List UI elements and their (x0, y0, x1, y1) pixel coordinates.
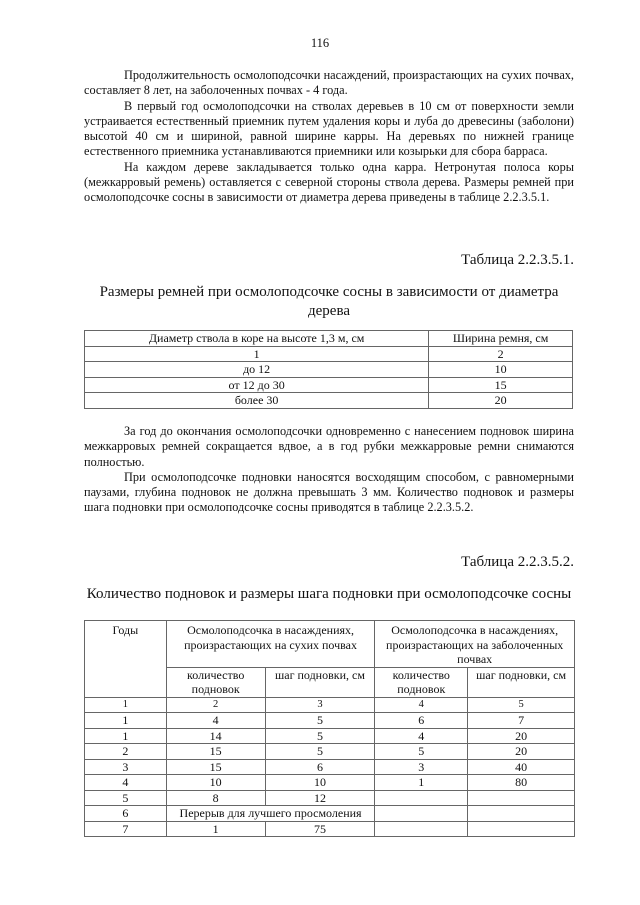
middle-text (84, 424, 574, 516)
cell: до 12 (85, 362, 429, 378)
cell: 1 (85, 346, 429, 362)
table-row (85, 821, 575, 837)
cell: 40 (468, 759, 575, 775)
cell: 12 (265, 790, 375, 806)
cell: 5 (265, 728, 375, 744)
paragraph: При осмолоподсочке подновки наносятся восходящим способом, с равномерными паузами, глубина подновок не должна превышать 3 мм. Количество подновок и размеры шага подновки при осмолоподсочке сосны приводятся в таблице 2.2.3.5.2. (84, 469, 574, 515)
header-cell-years: Годы (85, 621, 167, 698)
cell: 80 (468, 775, 575, 791)
cell (468, 806, 575, 822)
cell: 4 (375, 728, 468, 744)
table-row (85, 759, 575, 775)
table2-title: Количество подновок и размеры шага подновки при осмолоподсочке сосны (86, 586, 572, 602)
table1-label: Таблица 2.2.3.5.1. (461, 252, 574, 268)
paragraph: За год до окончания осмолоподсочки одновременно с нанесением подновок ширина межкарровых ремней сокращается вдвое, а в год рубки межкарровые ремни снимаются полностью. (84, 424, 574, 469)
cell: 4 (85, 775, 167, 791)
table2-label: Таблица 2.2.3.5.2. (461, 554, 574, 570)
table-header-row (85, 621, 575, 668)
cell: 10 (265, 775, 375, 791)
subheader-cell: количество подновок (166, 667, 265, 697)
cell: 14 (166, 728, 265, 744)
header-cell-dry-soils: Осмолоподсочка в насаждениях, произрастающих на сухих почвах (166, 621, 375, 668)
cell: 2 (429, 346, 573, 362)
cell: 3 (265, 697, 375, 713)
table1-title: Размеры ремней при осмолоподсочке сосны в зависимости от диаметра дерева (99, 284, 559, 319)
cell (375, 806, 468, 822)
cell: 15 (166, 759, 265, 775)
table-row-break (85, 806, 575, 822)
cell: 6 (375, 713, 468, 729)
cell (375, 821, 468, 837)
cell: 7 (468, 713, 575, 729)
cell: более 30 (85, 393, 429, 409)
header-cell: Диаметр ствола в коре на высоте 1,3 м, см (85, 331, 429, 347)
cell: 1 (375, 775, 468, 791)
cell: 5 (265, 744, 375, 760)
subheader-cell: количество подновок (375, 667, 468, 697)
cell: от 12 до 30 (85, 377, 429, 393)
cell: 75 (265, 821, 375, 837)
cell: 1 (85, 697, 167, 713)
cell: 15 (429, 377, 573, 393)
table-row (85, 744, 575, 760)
cell: 2 (85, 744, 167, 760)
cell: 7 (85, 821, 167, 837)
cell: 1 (166, 821, 265, 837)
subheader-cell: шаг подновки, см (265, 667, 375, 697)
paragraph: На каждом дереве закладывается только одна карра. Нетронутая полоса коры (межкарровый ремень) оставляется с северной стороны ствола дерева. Размеры ремней при осмолоподсочке сосны в зависимости от диаметра дерева приведены в таблице 2.2.3.5.1. (84, 159, 574, 205)
table-row (85, 393, 573, 409)
subheader-cell: шаг подновки, см (468, 667, 575, 697)
table-renewals (84, 620, 575, 837)
cell: 20 (468, 744, 575, 760)
table-row (85, 728, 575, 744)
paragraph: Продолжительность осмолоподсочки насаждений, произрастающих на сухих почвах, составляет 8 лет, на заболоченных почвах - 4 года. (84, 68, 574, 98)
cell: 10 (429, 362, 573, 378)
intro-text (84, 68, 574, 206)
cell: 4 (375, 697, 468, 713)
table-belt-widths (84, 330, 573, 409)
cell (468, 790, 575, 806)
header-cell: Ширина ремня, см (429, 331, 573, 347)
cell (468, 821, 575, 837)
cell: 2 (166, 697, 265, 713)
cell: 1 (85, 728, 167, 744)
table-row (85, 790, 575, 806)
table-row (85, 713, 575, 729)
page-number: 116 (310, 36, 330, 50)
paragraph: В первый год осмолоподсочки на стволах деревьев в 10 см от поверхности земли устраивается естественный приемник путем удаления коры и луба до древесины (заболони) высотой 40 см и шириной, равной ширине карры. На деревьях по нижней границе естественного приемника устанавливаются приемники или козырьки для сбора барраса. (84, 98, 574, 159)
cell: 4 (166, 713, 265, 729)
table-row (85, 362, 573, 378)
cell: 5 (265, 713, 375, 729)
break-note-cell: Перерыв для лучшего просмоления (166, 806, 375, 822)
cell: 5 (468, 697, 575, 713)
cell: 15 (166, 744, 265, 760)
cell: 1 (85, 713, 167, 729)
cell (375, 790, 468, 806)
cell: 3 (375, 759, 468, 775)
table-header-row (85, 331, 573, 347)
header-cell-wet-soils: Осмолоподсочка в насаждениях, произрастающих на заболоченных почвах (375, 621, 575, 668)
cell: 5 (375, 744, 468, 760)
cell: 6 (265, 759, 375, 775)
column-number-row (85, 697, 575, 713)
cell: 5 (85, 790, 167, 806)
column-number-row (85, 346, 573, 362)
table-row (85, 775, 575, 791)
table-row (85, 377, 573, 393)
cell: 20 (468, 728, 575, 744)
cell: 8 (166, 790, 265, 806)
cell: 20 (429, 393, 573, 409)
cell: 6 (85, 806, 167, 822)
cell: 3 (85, 759, 167, 775)
cell: 10 (166, 775, 265, 791)
